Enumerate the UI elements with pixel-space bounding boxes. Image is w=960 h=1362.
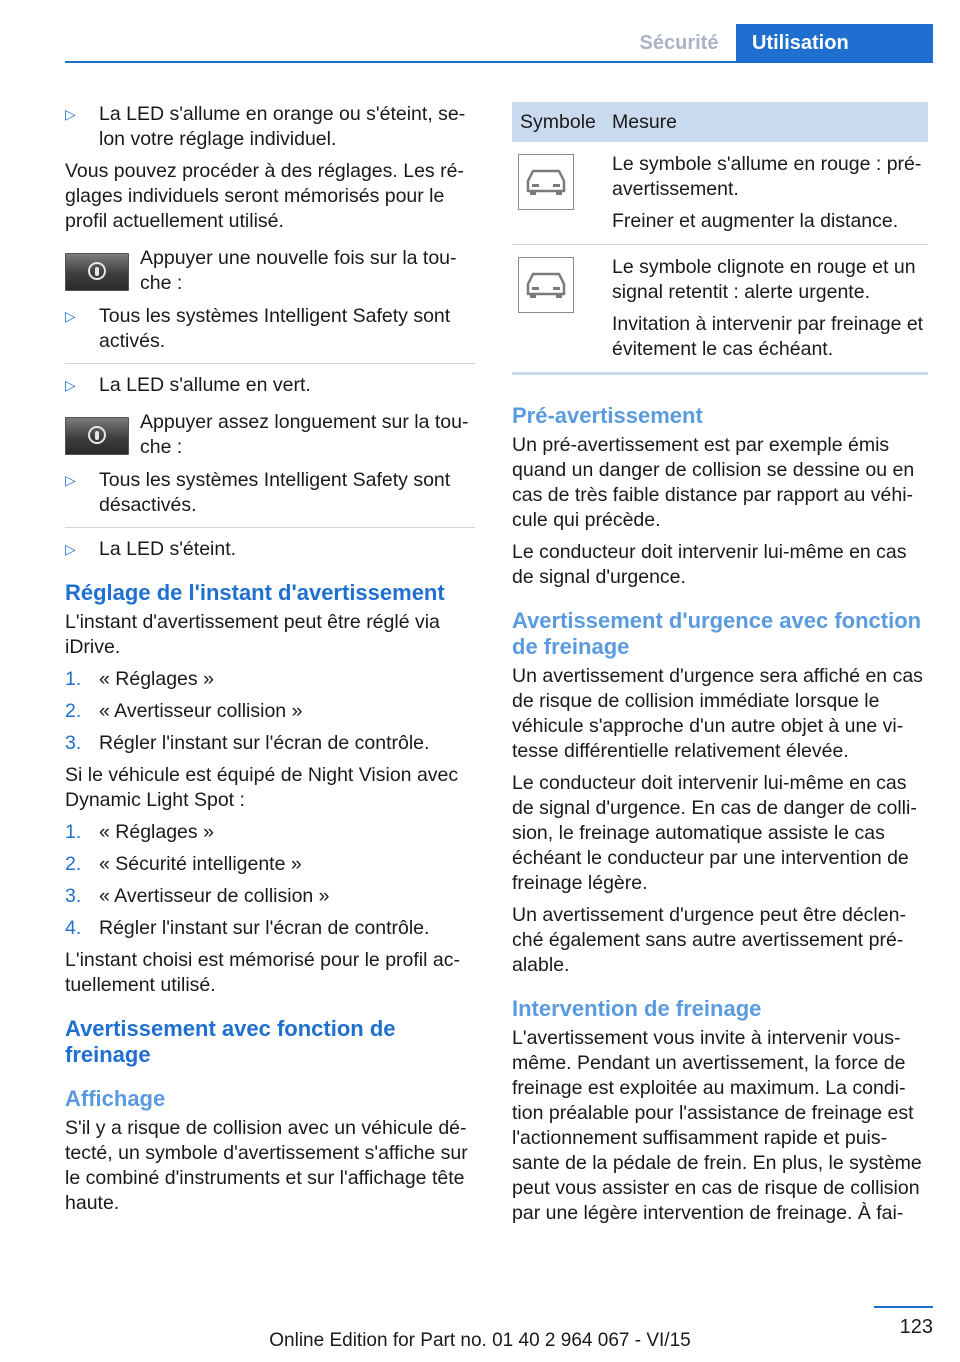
bullet-triangle-icon: ▷	[65, 106, 76, 122]
subsection-heading: Affichage	[65, 1086, 166, 1111]
list-number: 2.	[65, 853, 82, 875]
subsection-heading: Pré-avertissement	[512, 403, 703, 428]
bullet-triangle-icon: ▷	[65, 541, 76, 557]
instruction-text: Appuyer une nouvelle fois sur la tou-che :	[140, 247, 457, 294]
symbol-cell	[512, 142, 604, 245]
bullet-item	[65, 537, 475, 562]
paragraph: L'instant choisi est mémorisé pour le profil ac-tuellement utilisé.	[65, 949, 460, 996]
list-item	[65, 699, 475, 724]
measure-text: Freiner et augmenter la distance.	[612, 210, 899, 232]
symbol-cell	[512, 245, 604, 374]
bullet-text: La LED s'allume en orange ou s'éteint, se-lon votre réglage individuel.	[99, 103, 466, 150]
list-number: 2.	[65, 700, 82, 722]
header-section-label: Sécurité	[639, 32, 719, 54]
page-number: 123	[899, 1316, 933, 1338]
measure-text: Le symbole s'allume en rouge : pré-avertissement.	[612, 153, 922, 200]
list-text: « Sécurité intelligente »	[99, 853, 302, 875]
paragraph: Le conducteur doit intervenir lui-même en cas de signal d'urgence.	[512, 541, 907, 588]
bullet-text: La LED s'allume en vert.	[99, 374, 311, 396]
car-warning-icon	[518, 257, 574, 313]
list-text: Régler l'instant sur l'écran de contrôle.	[99, 732, 430, 754]
list-text: « Réglages »	[99, 821, 214, 843]
table-row	[512, 142, 928, 245]
bullet-item	[65, 373, 475, 398]
instruction-text: Appuyer assez longuement sur la tou-che :	[140, 411, 469, 458]
paragraph: L'avertissement vous invite à intervenir vous-même. Pendant un avertissement, la force de freinage est exploitée au maximum. La condi-tion préalable pour l'assistance de freinage est l'actionnement suffisamment rapide et puis-sante de la pédale de frein. En plus, le système peut vous assister en cas de risque de collision par une légère intervention de freinage. À fai-	[512, 1027, 922, 1224]
right-column	[512, 102, 928, 1233]
measure-cell	[604, 245, 928, 374]
numbered-list	[65, 820, 475, 941]
list-number: 1.	[65, 668, 82, 690]
list-number: 1.	[65, 821, 82, 843]
table-header-symbole: Symbole	[512, 102, 604, 142]
numbered-list	[65, 667, 475, 756]
table-row	[512, 245, 928, 374]
intelligent-safety-button-icon	[65, 253, 129, 291]
list-item	[65, 731, 475, 756]
list-text: « Avertisseur collision »	[99, 700, 303, 722]
bullet-triangle-icon: ▷	[65, 377, 76, 393]
bullet-triangle-icon: ▷	[65, 308, 76, 324]
list-item	[65, 916, 475, 941]
paragraph: Le conducteur doit intervenir lui-même en cas de signal d'urgence. En cas de danger de colli-sion, le freinage automatique assiste le cas échéant le conducteur par une intervention de freinage légère.	[512, 772, 917, 894]
footer-rule	[874, 1306, 933, 1308]
car-warning-icon	[518, 154, 574, 210]
button-instruction	[65, 246, 475, 296]
edition-note: Online Edition for Part no. 01 40 2 964 067 - VI/15	[269, 1330, 691, 1351]
paragraph: Si le véhicule est équipé de Night Vision avec Dynamic Light Spot :	[65, 764, 459, 811]
bullet-item	[65, 304, 475, 354]
section-heading: Réglage de l'instant d'avertissement	[65, 580, 445, 605]
list-item	[65, 884, 475, 909]
list-number: 3.	[65, 732, 82, 754]
paragraph: Un pré-avertissement est par exemple émis quand un danger de collision se dessine ou en cas de très faible distance par rapport au véhi-cule qui précède.	[512, 434, 915, 531]
bullet-text: La LED s'éteint.	[99, 538, 237, 560]
list-item	[65, 667, 475, 692]
bullet-text: Tous les systèmes Intelligent Safety sont activés.	[99, 305, 451, 352]
paragraph: L'instant d'avertissement peut être réglé via iDrive.	[65, 611, 440, 658]
header-chapter-tab: Utilisation	[736, 24, 933, 62]
paragraph: Un avertissement d'urgence peut être déclen-ché également sans autre avertissement pré-alable.	[512, 904, 906, 976]
table-header-mesure: Mesure	[604, 102, 928, 142]
list-item	[65, 852, 475, 877]
divider	[65, 527, 475, 528]
list-item	[65, 820, 475, 845]
measure-text: Invitation à intervenir par freinage et évitement le cas échéant.	[612, 313, 924, 360]
bullet-item	[65, 468, 475, 518]
divider	[65, 363, 475, 364]
list-text: « Réglages »	[99, 668, 214, 690]
measure-cell	[604, 142, 928, 245]
bullet-triangle-icon: ▷	[65, 472, 76, 488]
left-column	[65, 102, 475, 1223]
paragraph: S'il y a risque de collision avec un véhicule dé-tecté, un symbole d'avertissement s'affiche sur le combiné d'instruments et sur l'affichage tête haute.	[65, 1117, 468, 1214]
list-text: « Avertisseur de collision »	[99, 885, 330, 907]
bullet-item	[65, 102, 475, 152]
symbol-table	[512, 102, 928, 375]
bullet-text: Tous les systèmes Intelligent Safety sont désactivés.	[99, 469, 451, 516]
button-instruction	[65, 410, 475, 460]
subsection-heading: Avertissement d'urgence avec fonction de freinage	[512, 608, 922, 659]
header-rule	[65, 61, 933, 63]
list-number: 3.	[65, 885, 82, 907]
list-number: 4.	[65, 917, 82, 939]
intelligent-safety-button-icon	[65, 417, 129, 455]
measure-text: Le symbole clignote en rouge et un signal retentit : alerte urgente.	[612, 256, 916, 303]
paragraph: Un avertissement d'urgence sera affiché en cas de risque de collision immédiate lorsque le véhicule s'approche d'un autre objet à une vi-tesse différentielle relativement élevée.	[512, 665, 923, 762]
list-text: Régler l'instant sur l'écran de contrôle.	[99, 917, 430, 939]
subsection-heading: Intervention de freinage	[512, 996, 762, 1021]
section-heading: Avertissement avec fonction de freinage	[65, 1016, 396, 1067]
paragraph: Vous pouvez procéder à des réglages. Les ré-glages individuels seront mémorisés pour le profil actuellement utilisé.	[65, 160, 464, 232]
